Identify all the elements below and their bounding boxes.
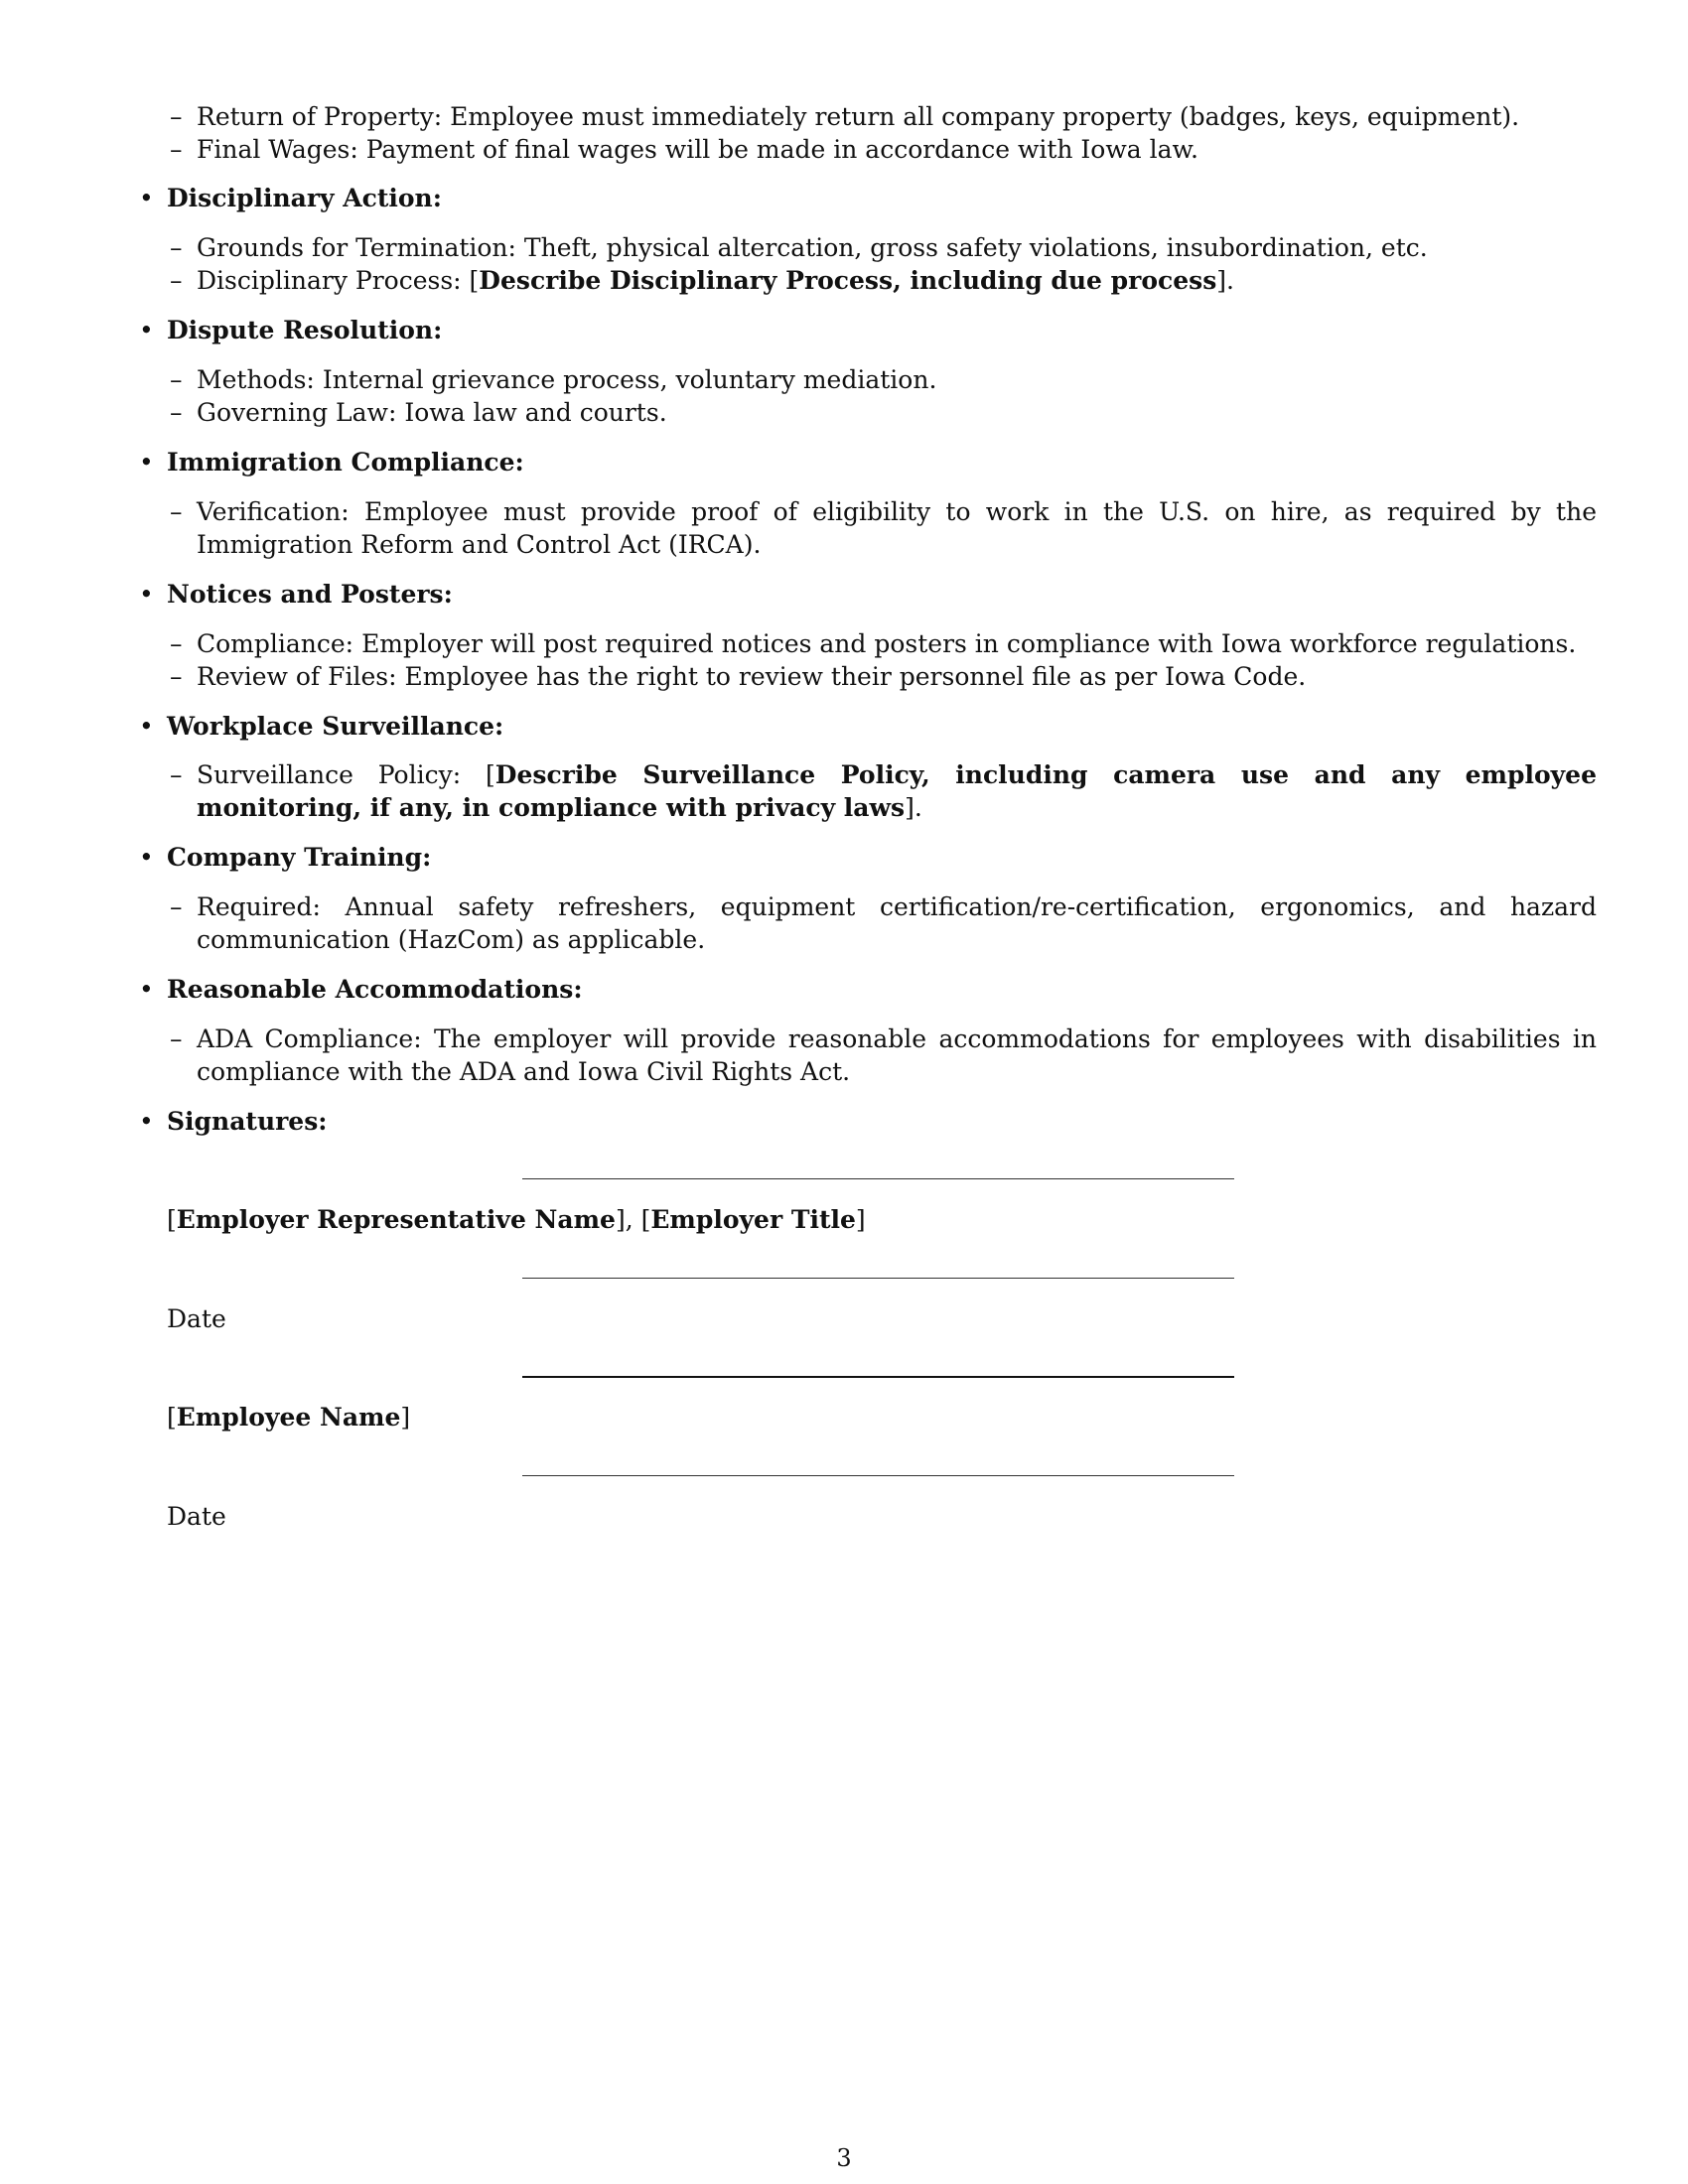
section-heading-dispute: • Dispute Resolution: [139,316,443,344]
section-heading-surveillance: • Workplace Surveillance: [139,712,504,741]
item-label: Governing Law: [197,398,397,427]
item-label: Compliance: [197,629,354,658]
review-of-files-item: – Review of Files: Employee has the right to review their personnel file as per Iowa Code. [170,662,1307,691]
required-training-item: – Required: Annual safety refreshers, equipment certification/re-certification, ergonomics, and hazard communication (HazCom) as applicable. [170,892,1597,954]
section-heading-signatures: • Signatures: [139,1107,328,1136]
item-text: Employee must immediately return all company property (badges, keys, equipment). [450,102,1520,131]
item-label: Verification: [197,497,350,526]
item-text: The employer will provide reasonable accommodations for employees with disabilities in compliance with the ADA and Iowa Civil Rights Act. [197,1024,1597,1086]
section-heading-notices: • Notices and Posters: [139,580,453,609]
page-number: 3 [836,2144,852,2172]
item-label: Required: [197,892,321,921]
item-text: Theft, physical altercation, gross safety violations, insubordination, etc. [523,233,1428,262]
return-of-property-item: – Return of Property: Employee must immediately return all company property (badges, keys, equipment). [170,102,1520,131]
item-text: Internal grievance process, voluntary mediation. [322,365,937,394]
item-text: Employer will post required notices and posters in compliance with Iowa workforce regulations. [361,629,1577,658]
item-label: Grounds for Termination: [197,233,516,262]
employer-signature-line [522,1178,1234,1179]
section-heading-training: • Company Training: [139,843,432,872]
item-text: Employee has the right to review their personnel file as per Iowa Code. [404,662,1307,691]
governing-law-item: – Governing Law: Iowa law and courts. [170,398,667,427]
methods-item: – Methods: Internal grievance process, voluntary mediation. [170,365,937,394]
employee-date-line [522,1475,1234,1476]
item-text: Employee must provide proof of eligibility to work in the U.S. on hire, as required by the Immigration Reform and Control Act (IRCA). [197,497,1597,559]
item-label: Final Wages: [197,135,358,164]
employer-date-label: Date [167,1304,226,1333]
placeholder-text: Describe Surveillance Policy, including camera use and any employee monitoring, if any, in compliance with privacy laws [197,760,1597,822]
item-label: Methods: [197,365,315,394]
ada-compliance-item: – ADA Compliance: The employer will provide reasonable accommodations for employees with disabilities in compliance with the ADA and Iowa Civil Rights Act. [170,1024,1597,1086]
final-wages-item: – Final Wages: Payment of final wages will be made in accordance with Iowa law. [170,135,1198,164]
employee-date-label: Date [167,1502,226,1531]
surveillance-policy-item: – Surveillance Policy: [Describe Surveillance Policy, including camera use and any employee monitoring, if any, in compliance with privacy laws]. [170,760,1597,822]
item-label: Surveillance Policy: [197,760,462,789]
employer-date-line [522,1278,1234,1279]
verification-item: – Verification: Employee must provide proof of eligibility to work in the U.S. on hire, as required by the Immigration Reform and Control Act (IRCA). [170,497,1597,559]
item-label: Disciplinary Process: [197,266,462,295]
section-heading-accommodations: • Reasonable Accommodations: [139,975,583,1004]
item-label: Review of Files: [197,662,397,691]
disciplinary-process-item: – Disciplinary Process: [Describe Disciplinary Process, including due process]. [170,266,1234,295]
item-text: Annual safety refreshers, equipment certification/re-certification, ergonomics, and hazard communication (HazCom) as applicable. [197,892,1597,954]
section-heading-disciplinary: • Disciplinary Action: [139,184,442,212]
grounds-for-termination-item: – Grounds for Termination: Theft, physical altercation, gross safety violations, insubordination, etc. [170,233,1428,262]
compliance-item: – Compliance: Employer will post required notices and posters in compliance with Iowa workforce regulations. [170,629,1577,658]
item-text: Payment of final wages will be made in accordance with Iowa law. [365,135,1198,164]
item-label: ADA Compliance: [197,1024,422,1053]
employer-name-title-label: [Employer Representative Name], [Employer Title] [167,1205,866,1234]
employee-name-label: [Employee Name] [167,1403,411,1432]
placeholder-text: Describe Disciplinary Process, including due process [479,266,1217,295]
section-heading-immigration: • Immigration Compliance: [139,448,524,477]
item-label: Return of Property: [197,102,443,131]
employee-signature-line [522,1376,1234,1378]
item-text: Iowa law and courts. [404,398,667,427]
